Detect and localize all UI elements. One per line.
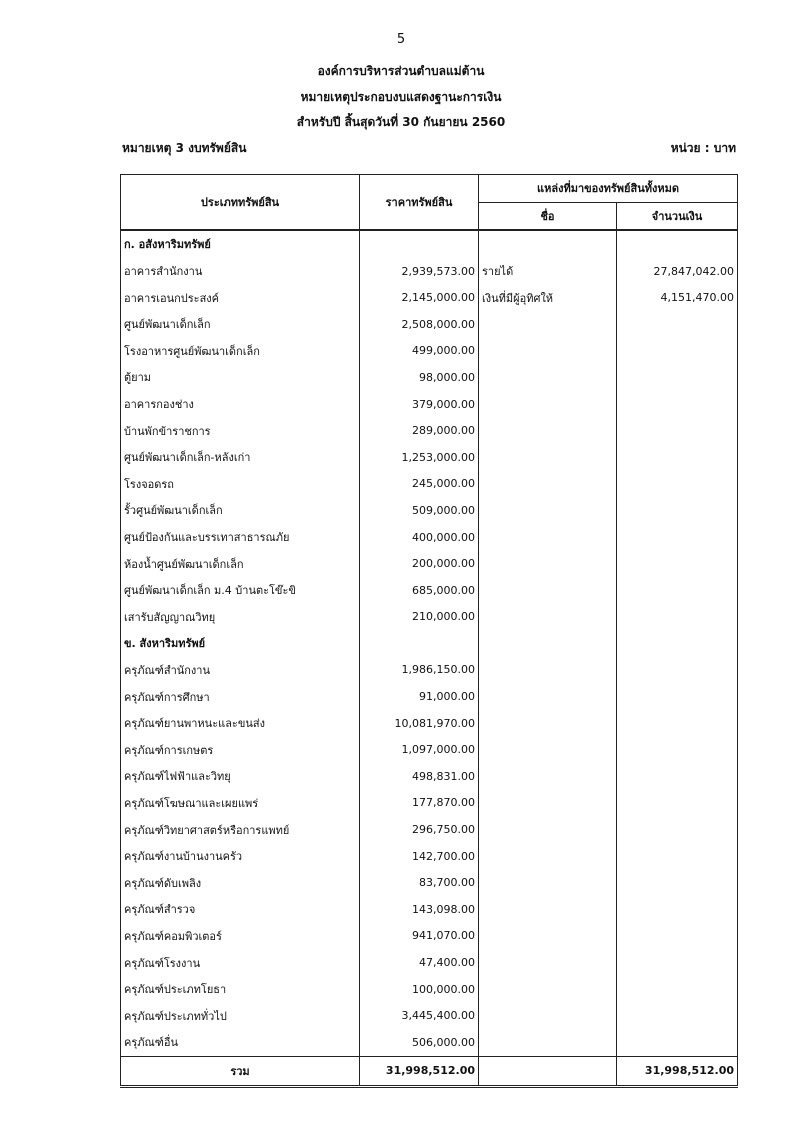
source-name-cell	[479, 604, 617, 631]
source-amount-cell	[617, 471, 738, 498]
asset-type-cell: ครุภัณฑ์สำรวจ	[121, 896, 360, 923]
asset-value-cell: 98,000.00	[360, 364, 479, 391]
asset-value-cell: 506,000.00	[360, 1029, 479, 1056]
asset-value-cell: 499,000.00	[360, 338, 479, 365]
source-name-cell	[479, 949, 617, 976]
source-name-cell	[479, 311, 617, 338]
source-amount-cell	[617, 391, 738, 418]
asset-type-cell: ครุภัณฑ์โรงงาน	[121, 949, 360, 976]
asset-type-cell: ครุภัณฑ์ดับเพลิง	[121, 869, 360, 896]
table-row	[121, 949, 738, 976]
total-row	[121, 1056, 738, 1086]
source-name-cell	[479, 1029, 617, 1056]
asset-type-cell: ครุภัณฑ์อื่น	[121, 1029, 360, 1056]
asset-type-cell: ครุภัณฑ์ไฟฟ้าและวิทยุ	[121, 763, 360, 790]
source-name-cell	[479, 1002, 617, 1029]
asset-value-cell: 83,700.00	[360, 869, 479, 896]
table-row	[121, 524, 738, 551]
table-row	[121, 736, 738, 763]
source-name-cell	[479, 923, 617, 950]
asset-value-cell: 10,081,970.00	[360, 710, 479, 737]
asset-value-cell: 142,700.00	[360, 843, 479, 870]
table-row	[121, 896, 738, 923]
source-name-cell	[479, 550, 617, 577]
asset-type-cell: ครุภัณฑ์ประเภททั่วไป	[121, 1002, 360, 1029]
table-row	[121, 497, 738, 524]
source-amount-cell: 27,847,042.00	[617, 258, 738, 285]
source-name-cell: เงินที่มีผู้อุทิศให้	[479, 284, 617, 311]
source-amount-cell	[617, 976, 738, 1003]
table-row	[121, 258, 738, 285]
table-row	[121, 657, 738, 684]
total-source-amount: 31,998,512.00	[617, 1056, 738, 1086]
table-row	[121, 311, 738, 338]
asset-type-cell: ครุภัณฑ์การเกษตร	[121, 736, 360, 763]
asset-type-cell: ครุภัณฑ์งานบ้านงานครัว	[121, 843, 360, 870]
source-amount-cell	[617, 736, 738, 763]
assets-table	[120, 174, 738, 1088]
asset-type-cell: โรงจอดรถ	[121, 471, 360, 498]
source-name-cell	[479, 710, 617, 737]
table-row	[121, 763, 738, 790]
header-asset-type: ประเภททรัพย์สิน	[121, 175, 360, 231]
asset-value-cell: 143,098.00	[360, 896, 479, 923]
source-name-cell	[479, 816, 617, 843]
asset-value-cell: 2,939,573.00	[360, 258, 479, 285]
source-amount-cell	[617, 630, 738, 657]
source-name-cell	[479, 417, 617, 444]
section-header-row	[121, 230, 738, 258]
page-number: 5	[396, 32, 406, 47]
asset-value-cell: 2,508,000.00	[360, 311, 479, 338]
source-name-cell	[479, 577, 617, 604]
asset-type-cell: ห้องน้ำศูนย์พัฒนาเด็กเล็ก	[121, 550, 360, 577]
source-name-cell	[479, 976, 617, 1003]
asset-type-cell: ตู้ยาม	[121, 364, 360, 391]
asset-value-cell: 100,000.00	[360, 976, 479, 1003]
asset-value-cell: 210,000.00	[360, 604, 479, 631]
source-name-cell	[479, 657, 617, 684]
table-row	[121, 577, 738, 604]
asset-type-cell: โรงอาหารศูนย์พัฒนาเด็กเล็ก	[121, 338, 360, 365]
source-amount-cell	[617, 550, 738, 577]
asset-value-cell: 1,986,150.00	[360, 657, 479, 684]
asset-type-cell: ครุภัณฑ์ยานพาหนะและขนส่ง	[121, 710, 360, 737]
table-row	[121, 444, 738, 471]
asset-type-cell: ศูนย์พัฒนาเด็กเล็ก-หลังเก่า	[121, 444, 360, 471]
asset-value-cell: 941,070.00	[360, 923, 479, 950]
source-amount-cell	[617, 896, 738, 923]
asset-type-cell: เสารับสัญญาณวิทยุ	[121, 604, 360, 631]
source-name-cell	[479, 338, 617, 365]
total-label: รวม	[121, 1056, 360, 1086]
asset-value-cell: 91,000.00	[360, 683, 479, 710]
asset-type-cell: ครุภัณฑ์วิทยาศาสตร์หรือการแพทย์	[121, 816, 360, 843]
asset-value-cell: 379,000.00	[360, 391, 479, 418]
table-row	[121, 391, 738, 418]
asset-type-cell: อาคารสำนักงาน	[121, 258, 360, 285]
source-name-cell	[479, 524, 617, 551]
source-name-cell	[479, 471, 617, 498]
asset-type-cell: ศูนย์พัฒนาเด็กเล็ก	[121, 311, 360, 338]
asset-type-cell: บ้านพักข้าราชการ	[121, 417, 360, 444]
asset-value-cell: 47,400.00	[360, 949, 479, 976]
table-row	[121, 790, 738, 817]
source-amount-cell	[617, 949, 738, 976]
table-row	[121, 284, 738, 311]
asset-type-cell: ข. สังหาริมทรัพย์	[121, 630, 360, 657]
header-asset-value: ราคาทรัพย์สิน	[360, 175, 479, 231]
table-row	[121, 550, 738, 577]
source-name-cell	[479, 736, 617, 763]
source-amount-cell	[617, 843, 738, 870]
source-amount-cell	[617, 1002, 738, 1029]
source-name-cell	[479, 364, 617, 391]
table-row	[121, 604, 738, 631]
source-amount-cell	[617, 338, 738, 365]
source-name-cell	[479, 683, 617, 710]
table-row	[121, 816, 738, 843]
asset-type-cell: อาคารเอนกประสงค์	[121, 284, 360, 311]
header-source-name: ชื่อ	[479, 202, 617, 230]
asset-type-cell: ศูนย์ป้องกันและบรรเทาสาธารณภัย	[121, 524, 360, 551]
source-amount-cell	[617, 816, 738, 843]
source-amount-cell	[617, 604, 738, 631]
source-name-cell	[479, 763, 617, 790]
table-row	[121, 710, 738, 737]
asset-value-cell: 509,000.00	[360, 497, 479, 524]
asset-value-cell: 1,097,000.00	[360, 736, 479, 763]
table-row	[121, 683, 738, 710]
asset-value-cell: 245,000.00	[360, 471, 479, 498]
source-amount-cell	[617, 417, 738, 444]
source-amount-cell	[617, 710, 738, 737]
total-source-name	[479, 1056, 617, 1086]
source-amount-cell	[617, 790, 738, 817]
table-row	[121, 471, 738, 498]
asset-value-cell: 177,870.00	[360, 790, 479, 817]
asset-value-cell: 2,145,000.00	[360, 284, 479, 311]
asset-value-cell: 400,000.00	[360, 524, 479, 551]
header-source-amount: จำนวนเงิน	[617, 202, 738, 230]
source-name-cell	[479, 630, 617, 657]
asset-value-cell	[360, 630, 479, 657]
total-value: 31,998,512.00	[360, 1056, 479, 1086]
source-name-cell	[479, 843, 617, 870]
source-amount-cell	[617, 444, 738, 471]
note-title: หมายเหตุ 3 งบทรัพย์สิน	[122, 141, 247, 155]
asset-value-cell: 3,445,400.00	[360, 1002, 479, 1029]
asset-type-cell: รั้วศูนย์พัฒนาเด็กเล็ก	[121, 497, 360, 524]
source-amount-cell	[617, 657, 738, 684]
table-row	[121, 1029, 738, 1056]
source-name-cell	[479, 444, 617, 471]
asset-type-cell: ครุภัณฑ์ประเภทโยธา	[121, 976, 360, 1003]
table-row	[121, 338, 738, 365]
source-amount-cell	[617, 923, 738, 950]
source-amount-cell	[617, 869, 738, 896]
table-row	[121, 869, 738, 896]
table-row	[121, 923, 738, 950]
source-amount-cell	[617, 683, 738, 710]
asset-type-cell: ก. อสังหาริมทรัพย์	[121, 230, 360, 258]
asset-value-cell	[360, 230, 479, 258]
asset-type-cell: ครุภัณฑ์สำนักงาน	[121, 657, 360, 684]
source-amount-cell	[617, 1029, 738, 1056]
header-source-group: แหล่งที่มาของทรัพย์สินทั้งหมด	[479, 175, 738, 203]
source-amount-cell	[617, 230, 738, 258]
asset-type-cell: ครุภัณฑ์คอมพิวเตอร์	[121, 923, 360, 950]
table-row	[121, 976, 738, 1003]
source-amount-cell	[617, 763, 738, 790]
source-name-cell	[479, 391, 617, 418]
asset-type-cell: ครุภัณฑ์โฆษณาและเผยแพร่	[121, 790, 360, 817]
report-period: สำหรับปี สิ้นสุดวันที่ 30 กันยายน 2560	[296, 115, 506, 129]
source-name-cell	[479, 497, 617, 524]
source-amount-cell	[617, 497, 738, 524]
report-subtitle: หมายเหตุประกอบงบแสดงฐานะการเงิน	[300, 90, 502, 104]
asset-value-cell: 1,253,000.00	[360, 444, 479, 471]
source-name-cell	[479, 230, 617, 258]
asset-type-cell: ศูนย์พัฒนาเด็กเล็ก ม.4 บ้านตะโข๊ะขิ	[121, 577, 360, 604]
asset-value-cell: 289,000.00	[360, 417, 479, 444]
source-amount-cell	[617, 311, 738, 338]
section-header-row	[121, 630, 738, 657]
source-name-cell	[479, 869, 617, 896]
asset-value-cell: 685,000.00	[360, 577, 479, 604]
asset-value-cell: 296,750.00	[360, 816, 479, 843]
asset-type-cell: อาคารกองช่าง	[121, 391, 360, 418]
source-amount-cell	[617, 364, 738, 391]
source-amount-cell	[617, 577, 738, 604]
org-title: องค์การบริหารส่วนตำบลแม่ต้าน	[317, 64, 485, 78]
source-amount-cell	[617, 524, 738, 551]
table-row	[121, 1002, 738, 1029]
source-name-cell	[479, 790, 617, 817]
table-row	[121, 417, 738, 444]
asset-value-cell: 200,000.00	[360, 550, 479, 577]
asset-type-cell: ครุภัณฑ์การศึกษา	[121, 683, 360, 710]
source-name-cell	[479, 896, 617, 923]
table-row	[121, 843, 738, 870]
unit-label: หน่วย : บาท	[670, 141, 736, 155]
source-amount-cell: 4,151,470.00	[617, 284, 738, 311]
asset-value-cell: 498,831.00	[360, 763, 479, 790]
table-row	[121, 364, 738, 391]
source-name-cell: รายได้	[479, 258, 617, 285]
